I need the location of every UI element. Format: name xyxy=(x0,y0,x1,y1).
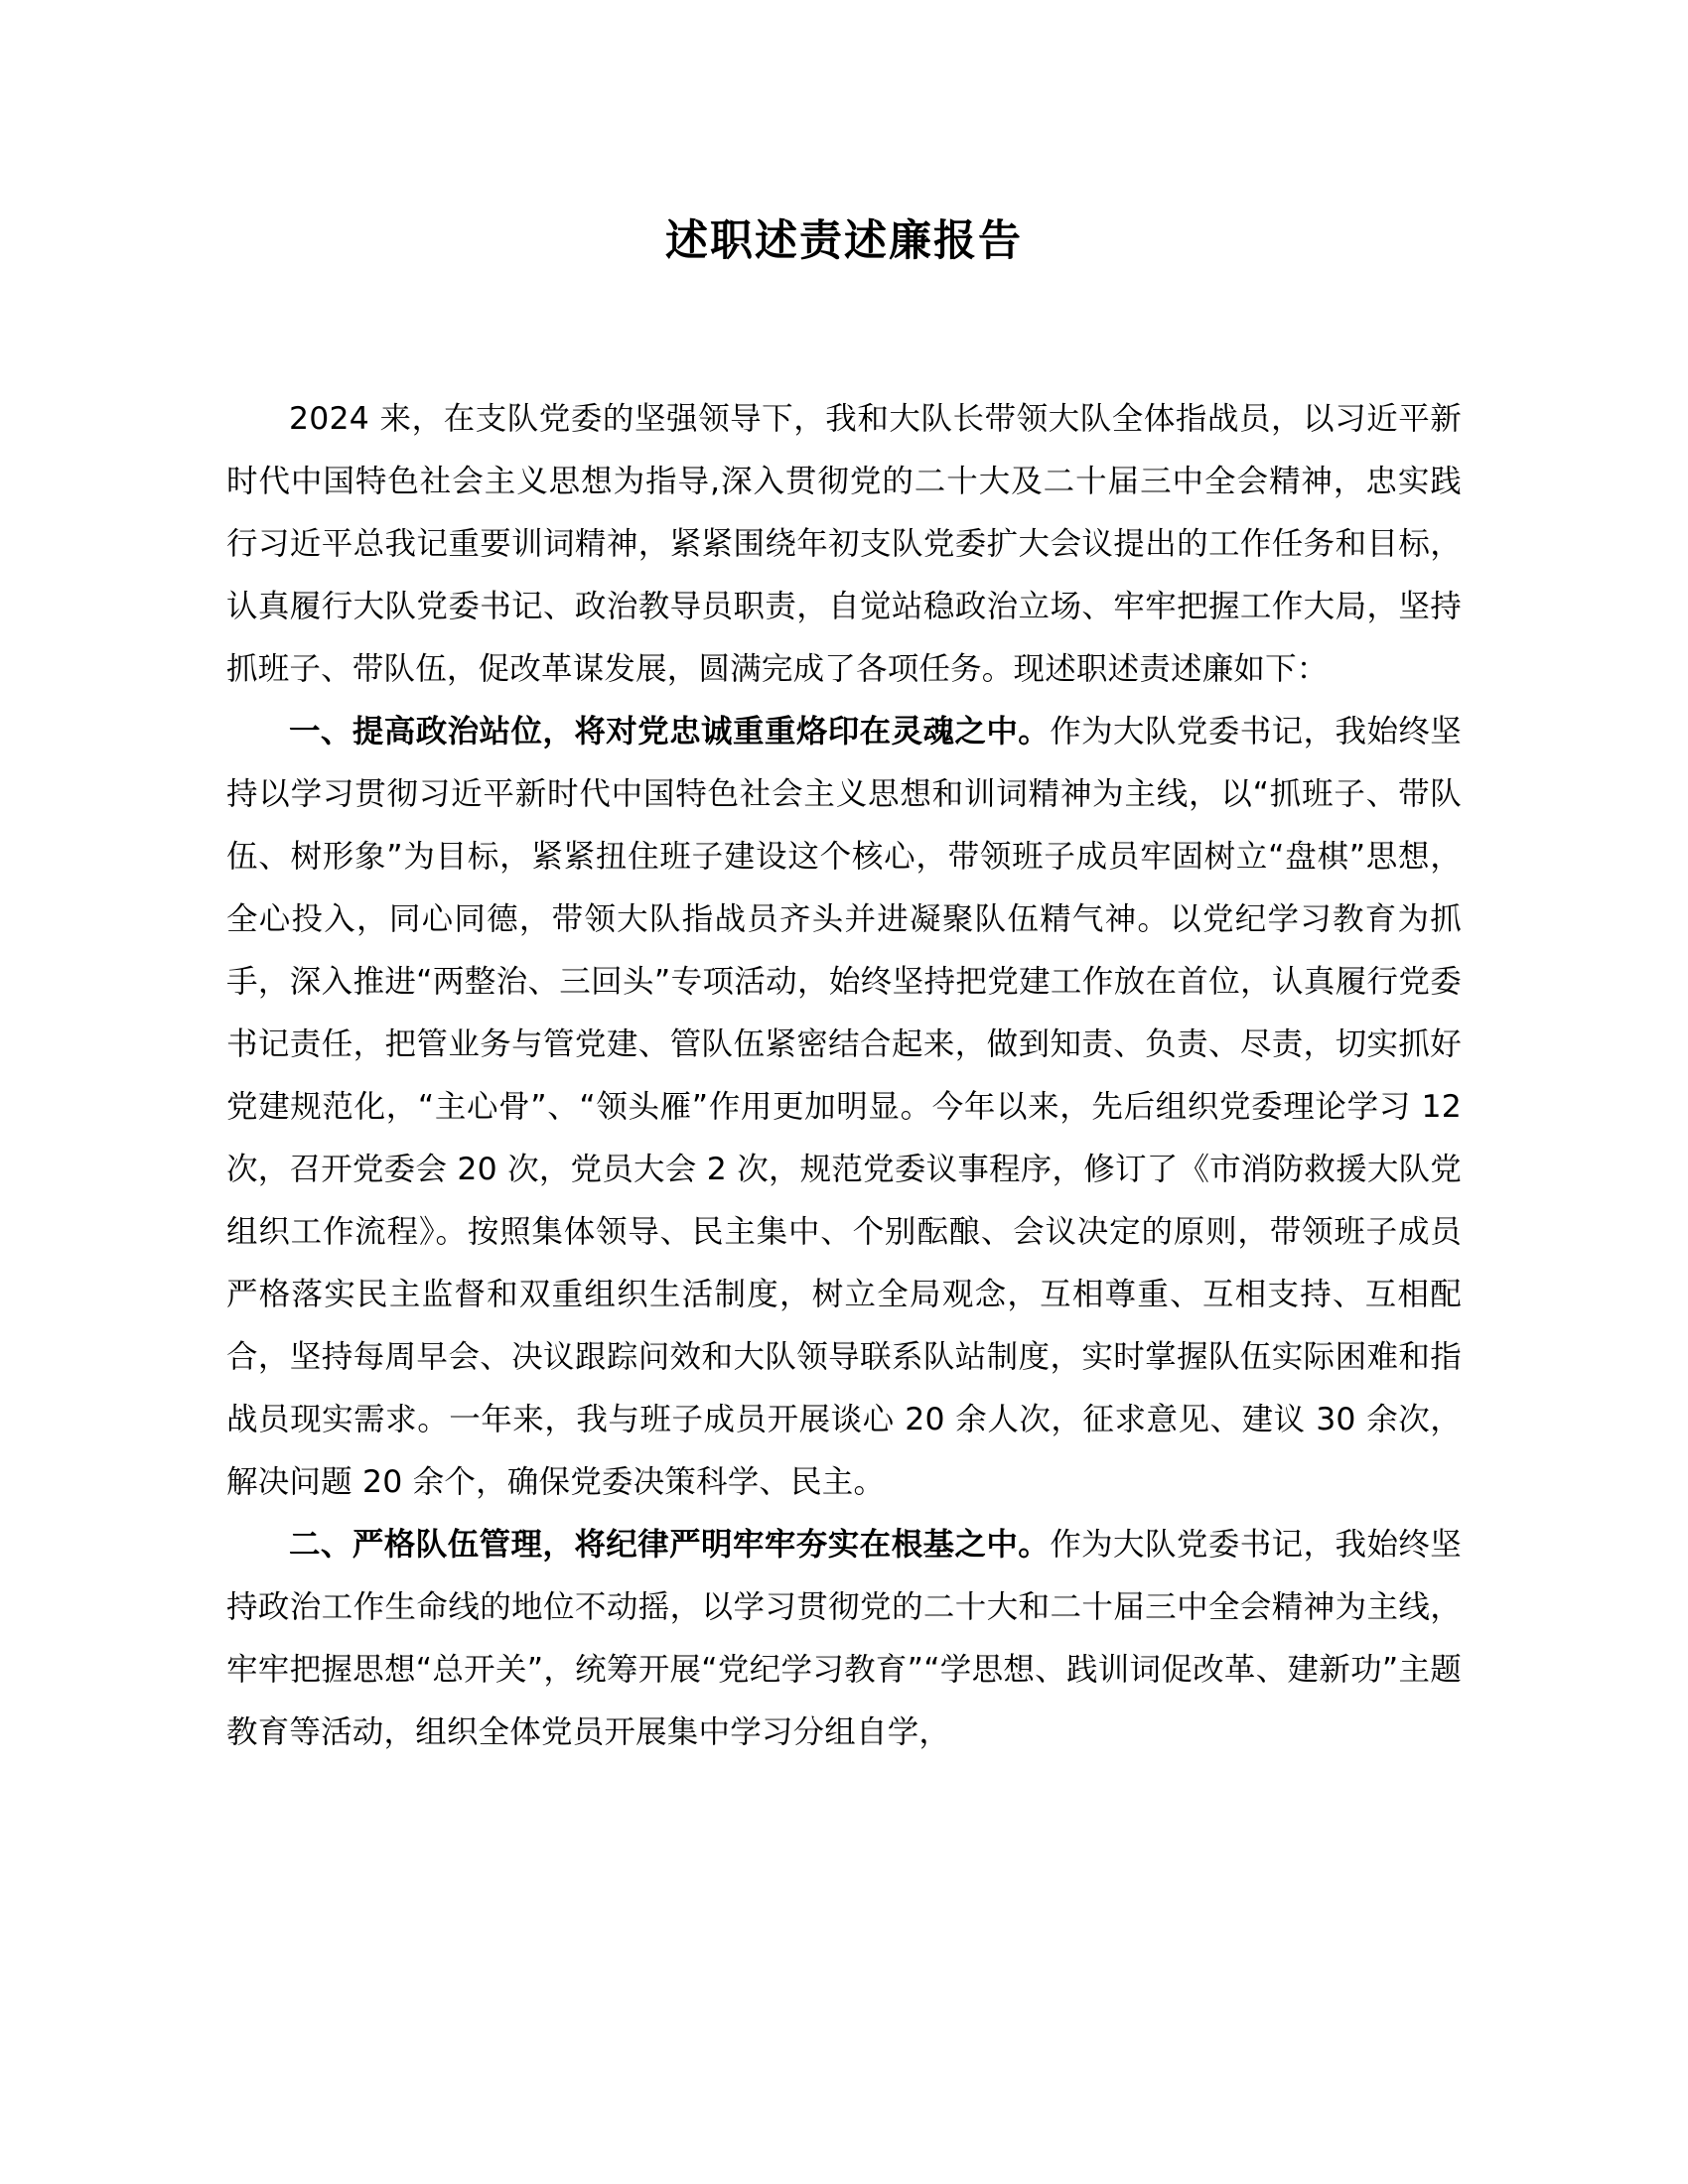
paragraph-section-two xyxy=(226,1514,1462,1764)
section-one-text: 作为大队党委书记，我始终坚持以学习贯彻习近平新时代中国特色社会主义思想和训词精神为主线，以“抓班子、带队伍、树形象”为目标，紧紧扭住班子建设这个核心，带领班子成员牢固树立“盘棋”思想，全心投入，同心同德，带领大队指战员齐头并进凝聚队伍精气神。以党纪学习教育为抓手，深入推进“两整治、三回头”专项活动，始终坚持把党建工作放在首位，认真履行党委书记责任，把管业务与管党建、管队伍紧密结合起来，做到知责、负责、尽责，切实抓好党建规范化，“主心骨”、“领头雁”作用更加明显。今年以来，先后组织党委理论学习 12 次，召开党委会 20 次，党员大会 2 次，规范党委议事程序，修订了《市消防救援大队党组织工作流程》。按照集体领导、民主集中、个别酝酿、会议决定的原则，带领班子成员严格落实民主监督和双重组织生活制度，树立全局观念，互相尊重、互相支持、互相配合，坚持每周早会、决议跟踪问效和大队领导联系队站制度，实时掌握队伍实际困难和指战员现实需求。一年来，我与班子成员开展谈心 20 余人次，征求意见、建议 30 余次，解决问题 20 余个，确保党委决策科学、民主。 xyxy=(226,713,1462,1500)
section-one-heading: 一、提高政治站位，将对党忠诚重重烙印在灵魂之中。 xyxy=(289,713,1051,750)
paragraph-intro-text: 2024 来，在支队党委的坚强领导下，我和大队长带领大队全体指战员，以习近平新时代中国特色社会主义思想为指导,深入贯彻党的二十大及二十届三中全会精神，忠实践行习近平总我记重要训词精神，紧紧围绕年初支队党委扩大会议提出的工作任务和目标，认真履行大队党委书记、政治教导员职责，自觉站稳政治立场、牢牢把握工作大局，坚持抓班子、带队伍，促改革谋发展，圆满完成了各项任务。现述职述责述廉如下： xyxy=(226,400,1462,687)
section-two-text: 作为大队党委书记，我始终坚持政治工作生命线的地位不动摇，以学习贯彻党的二十大和二十届三中全会精神为主线，牢牢把握思想“总开关”，统筹开展“党纪学习教育”“学思想、践训词促改革、建新功”主题教育等活动，组织全体党员开展集中学习分组自学， xyxy=(226,1526,1462,1750)
section-two-heading: 二、严格队伍管理，将纪律严明牢牢夯实在根基之中。 xyxy=(289,1526,1051,1563)
paragraph-intro xyxy=(226,388,1462,701)
paragraph-section-one xyxy=(226,701,1462,1514)
page-title: 述职述责述廉报告 xyxy=(665,216,1023,266)
document-body xyxy=(226,0,1462,1764)
